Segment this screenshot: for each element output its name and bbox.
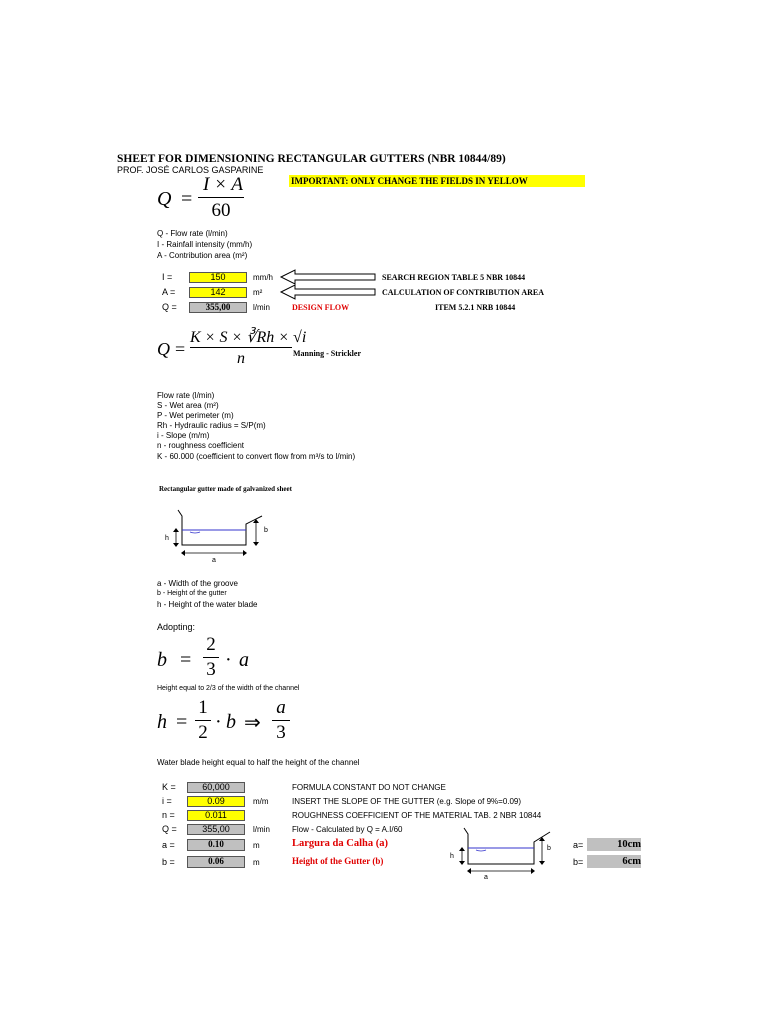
formula-manning-eq: = bbox=[175, 339, 186, 359]
formula-manning-name: Manning - Strickler bbox=[293, 349, 361, 358]
fraction-bar bbox=[190, 347, 292, 348]
legend2-p: P - Wet perimeter (m) bbox=[157, 411, 234, 420]
output-q2-field: 355,00 bbox=[187, 824, 245, 835]
result-a-value: 10cm bbox=[587, 838, 641, 851]
note-search-region: SEARCH REGION TABLE 5 NBR 10844 bbox=[382, 273, 526, 282]
formula-h-numerator: 1 bbox=[198, 697, 208, 718]
diagram2-label-b: b bbox=[547, 845, 551, 852]
note-design-flow: DESIGN FLOW bbox=[292, 303, 350, 312]
formula-h-mid: b bbox=[226, 711, 236, 733]
note-height-ratio: Height equal to 2/3 of the width of the channel bbox=[157, 685, 300, 692]
formula-flow-numerator: I × A bbox=[203, 174, 243, 195]
output-b-field: 0.06 bbox=[187, 856, 245, 868]
note-q2: Flow - Calculated by Q = A.I/60 bbox=[292, 825, 403, 834]
formula-flow-lhs: Q bbox=[157, 188, 172, 210]
legend3-b: b - Height of the gutter bbox=[157, 590, 227, 597]
note-n: ROUGHNESS COEFFICIENT OF THE MATERIAL TAB. 2 NBR 10844 bbox=[292, 811, 542, 820]
legend-a: A - Contribution area (m²) bbox=[157, 251, 248, 260]
formula-flow-eq: = bbox=[181, 188, 193, 210]
formula-h-lhs: h bbox=[157, 711, 167, 733]
legend2-flow: Flow rate (l/min) bbox=[157, 391, 215, 400]
legend3-h: h - Height of the water blade bbox=[157, 600, 258, 609]
formula-b-numerator: 2 bbox=[206, 634, 216, 655]
note-a: Largura da Calha (a) bbox=[292, 838, 388, 849]
input-i-field[interactable]: 150 bbox=[189, 272, 247, 283]
left-arrow-icon bbox=[281, 268, 376, 298]
result-b-label: b= bbox=[573, 857, 584, 867]
fraction-bar bbox=[195, 720, 211, 721]
note-slope: INSERT THE SLOPE OF THE GUTTER (e.g. Slope of 9%=0.09) bbox=[292, 797, 522, 806]
output-b-unit: m bbox=[253, 858, 260, 867]
legend2-n: n - roughness coefficient bbox=[157, 441, 245, 450]
formula-manning-lhs: Q bbox=[157, 339, 170, 359]
output-a-label: a = bbox=[162, 840, 175, 850]
diagram2-label-h: h bbox=[450, 853, 454, 860]
output-q2-unit: l/min bbox=[253, 825, 270, 834]
formula-b-lhs: b bbox=[157, 649, 167, 671]
gutter-diagram-small bbox=[444, 828, 564, 888]
output-q-label: Q = bbox=[162, 302, 177, 312]
input-i-unit: mm/h bbox=[253, 273, 273, 282]
fraction-bar bbox=[198, 197, 244, 198]
important-note: IMPORTANT: ONLY CHANGE THE FIELDS IN YELLOW bbox=[289, 175, 585, 187]
note-k: FORMULA CONSTANT DO NOT CHANGE bbox=[292, 783, 446, 792]
output-q2-label: Q = bbox=[162, 824, 177, 834]
input-i-label: I = bbox=[162, 272, 173, 282]
output-q-field: 355,00 bbox=[189, 302, 247, 313]
output-a-unit: m bbox=[253, 841, 260, 850]
legend2-i: i - Slope (m/m) bbox=[157, 431, 210, 440]
sheet-title: SHEET FOR DIMENSIONING RECTANGULAR GUTTERS (NBR 10844/89) bbox=[117, 153, 506, 165]
diagram-label-h: h bbox=[165, 535, 169, 542]
formula-h-dot: · bbox=[215, 711, 222, 733]
legend-i: I - Rainfall intensity (mm/h) bbox=[157, 240, 253, 249]
input-slope-unit: m/m bbox=[253, 797, 269, 806]
output-b-label: b = bbox=[162, 857, 175, 867]
input-slope-field[interactable]: 0.09 bbox=[187, 796, 245, 807]
output-q-unit: l/min bbox=[253, 303, 270, 312]
input-a-label: A = bbox=[162, 287, 176, 297]
output-a-field: 0.10 bbox=[187, 839, 245, 851]
formula-manning-denominator: n bbox=[237, 350, 245, 367]
implies-icon: ⇒ bbox=[244, 712, 261, 734]
formula-h-denominator: 2 bbox=[198, 722, 208, 743]
diagram-label-a: a bbox=[212, 557, 216, 564]
formula-b-rhs: a bbox=[239, 649, 249, 671]
note-contribution-area: CALCULATION OF CONTRIBUTION AREA bbox=[382, 288, 545, 297]
fraction-bar bbox=[272, 720, 290, 721]
author-name: PROF. JOSÉ CARLOS GASPARINE bbox=[117, 165, 264, 175]
input-k-label: K = bbox=[162, 782, 176, 792]
diagram-label-b: b bbox=[264, 527, 268, 534]
legend-q: Q - Flow rate (l/min) bbox=[157, 229, 228, 238]
input-a-unit: m² bbox=[253, 288, 263, 297]
formula-b-eq: = bbox=[180, 649, 192, 671]
adopting-label: Adopting: bbox=[157, 622, 196, 632]
result-a-label: a= bbox=[573, 840, 584, 850]
input-n-label: n = bbox=[162, 810, 175, 820]
result-b-value: 6cm bbox=[587, 855, 641, 868]
formula-h-rnum: a bbox=[276, 697, 286, 718]
diagram2-label-a: a bbox=[484, 874, 488, 881]
legend3-a: a - Width of the groove bbox=[157, 579, 238, 588]
formula-b-dot: · bbox=[225, 649, 232, 671]
legend2-s: S - Wet area (m²) bbox=[157, 401, 219, 410]
legend2-k: K - 60.000 (coefficient to convert flow from m³/s to l/min) bbox=[157, 452, 356, 461]
note-water-blade: Water blade height equal to half the height of the channel bbox=[157, 758, 360, 767]
formula-flow-denominator: 60 bbox=[211, 200, 231, 221]
input-a-field[interactable]: 142 bbox=[189, 287, 247, 298]
note-b: Height of the Gutter (b) bbox=[292, 856, 384, 866]
fraction-bar bbox=[203, 657, 219, 658]
input-k-field: 60,000 bbox=[187, 782, 245, 793]
gutter-title: Rectangular gutter made of galvanized sheet bbox=[159, 485, 292, 493]
input-slope-label: i = bbox=[162, 796, 172, 806]
formula-h-eq: = bbox=[176, 711, 188, 733]
formula-manning-numerator: K × S × ∛Rh × √i bbox=[190, 329, 307, 346]
legend2-rh: Rh - Hydraulic radius = S/P(m) bbox=[157, 421, 266, 430]
note-item: ITEM 5.2.1 NRB 10844 bbox=[435, 303, 516, 312]
formula-b-denominator: 3 bbox=[206, 659, 216, 680]
input-n-field[interactable]: 0.011 bbox=[187, 810, 245, 821]
formula-h-rden: 3 bbox=[276, 722, 286, 743]
